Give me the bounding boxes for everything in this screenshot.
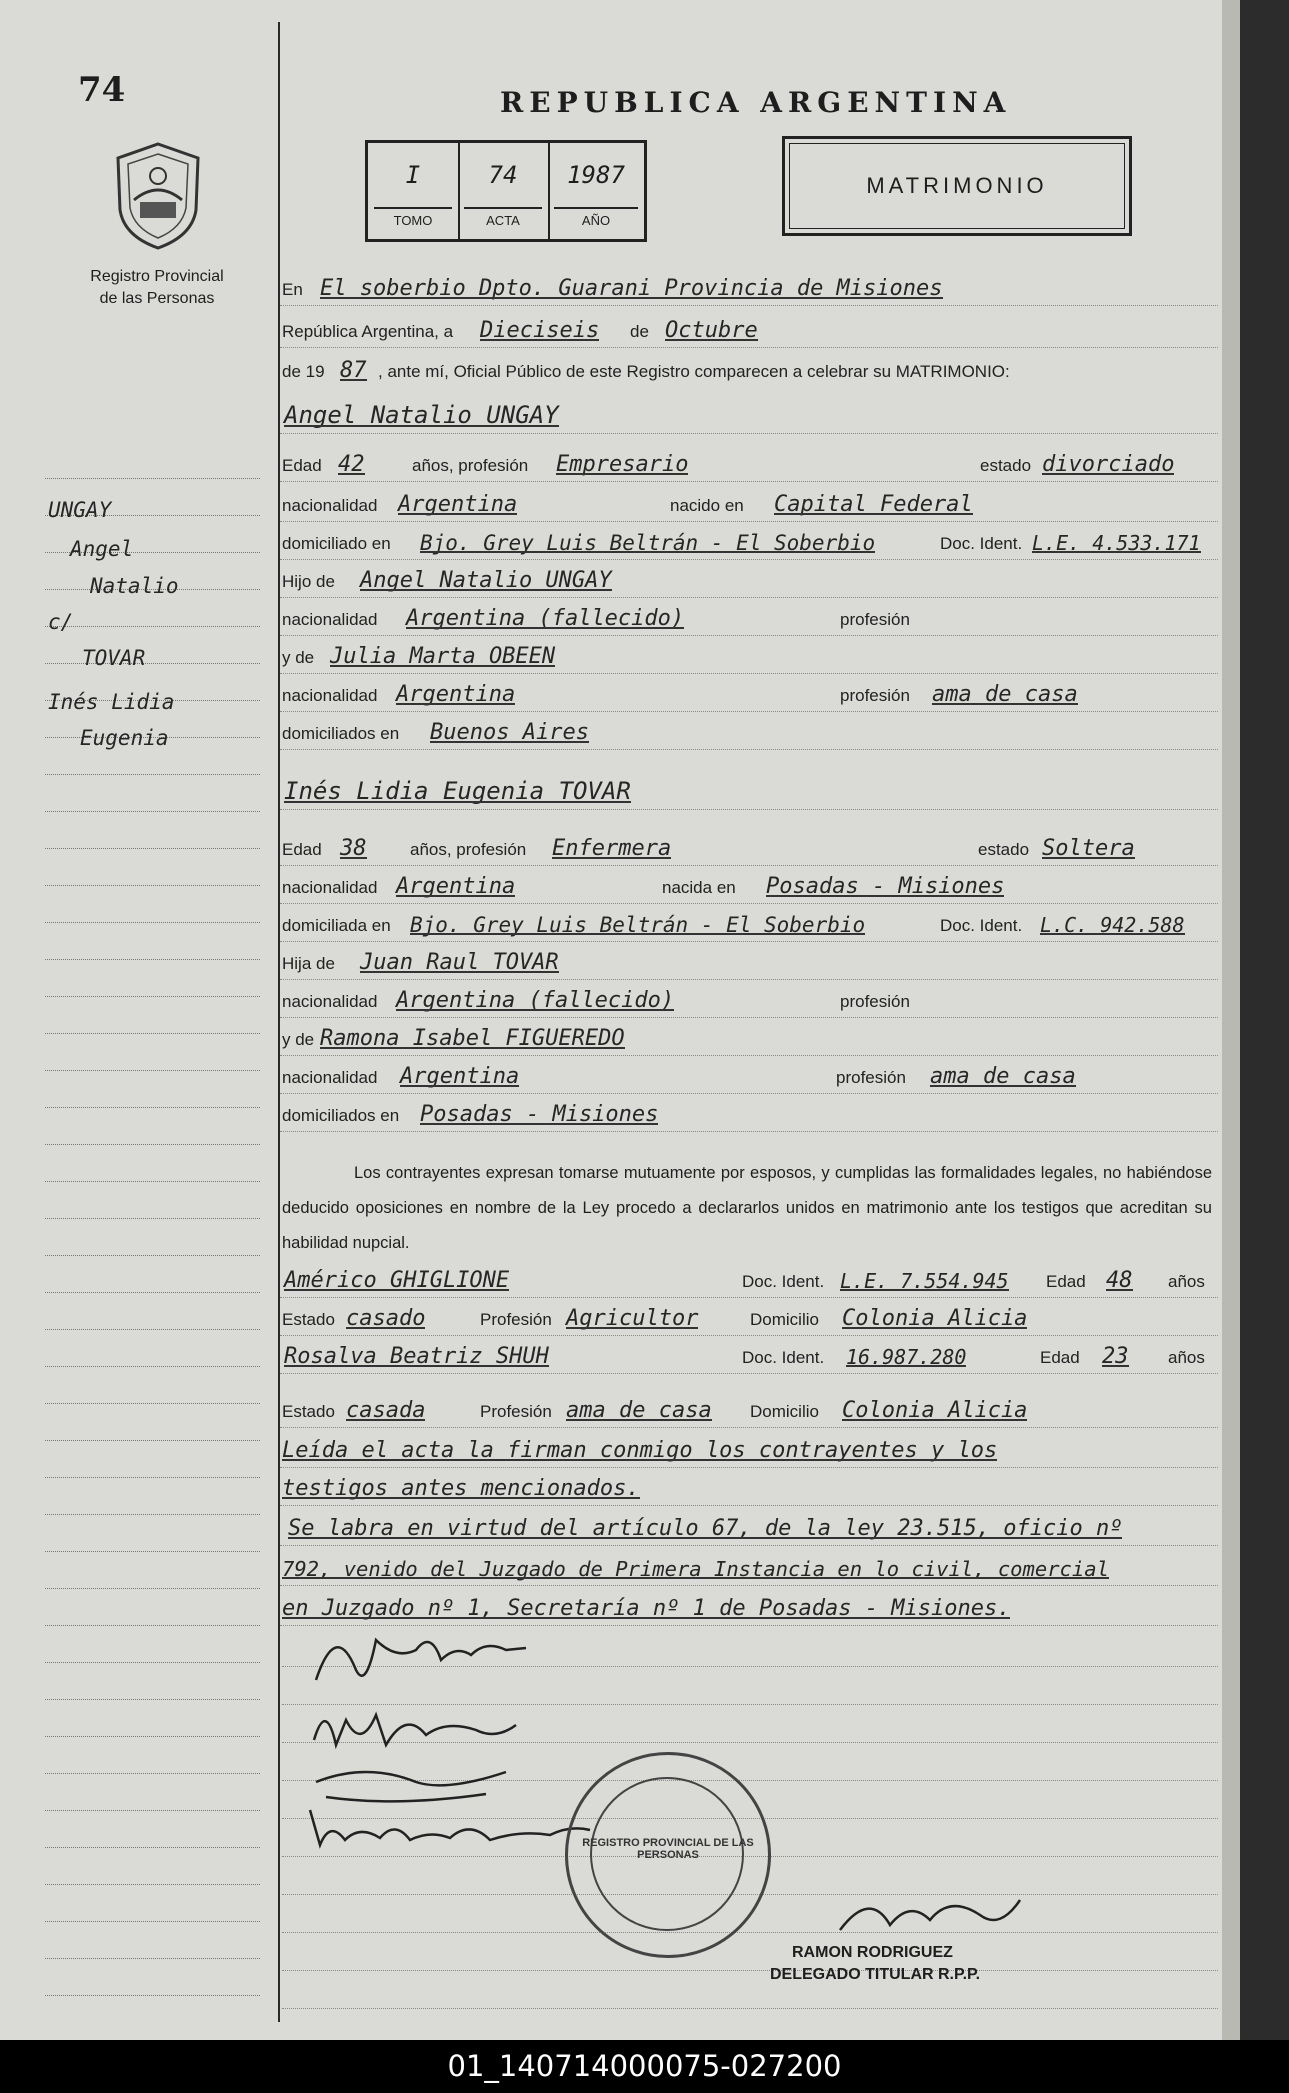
provincial-coat-of-arms-icon [110, 140, 206, 252]
note-line-2: testigos antes mencionados. [280, 1470, 1218, 1506]
margin-ruled-line [45, 959, 260, 960]
row-date: República Argentina, a Dieciseis de Octubre [280, 312, 1218, 348]
official-block [770, 1942, 980, 1986]
act-type-box: MATRIMONIO [782, 136, 1132, 236]
row-bride-age: Edad 38 años, profesión Enfermera estado Soltera [280, 830, 1218, 866]
declaration-text: Los contrayentes expresan tomarse mutuamente por esposos, y cumplidas las formalidades legales, no habiéndose deducido oposiciones en nombre de la Ley procedo a declararlos unidos en matrimonio ante los testigos que acreditan su habilidad nupcial. [282, 1164, 1212, 1252]
day-value: Dieciseis [480, 318, 600, 343]
row-groom-father-nat: nacionalidad Argentina (fallecido) profesión [280, 600, 1218, 636]
margin-ruled-line [45, 663, 260, 664]
margin-groom-first-name: Angel [70, 537, 134, 561]
margin-bride-middle-name: Eugenia [80, 726, 169, 750]
row-groom-mother: y de Julia Marta OBEEN [280, 638, 1218, 674]
row-groom-mother-nat: nacionalidad Argentina profesión ama de casa [280, 676, 1218, 712]
margin-ruled-line [45, 1366, 260, 1367]
witness2-signature [300, 1790, 600, 1860]
margin-ruled-line [45, 922, 260, 923]
row-year: de 19 87 , ante mí, Oficial Público de este Registro comparecen a celebrar su MATRIMONIO: [282, 358, 1010, 383]
bride-signature [306, 1690, 526, 1760]
row-bride-mother-nat: nacionalidad Argentina profesión ama de casa [280, 1058, 1218, 1094]
margin-ruled-line [45, 1107, 260, 1108]
official-title: DELEGADO TITULAR R.P.P. [770, 1966, 981, 1983]
acta-cell: 74 ACTA [458, 143, 550, 239]
margin-ruled-line [45, 996, 260, 997]
groom-name: Angel Natalio UNGAY [284, 401, 559, 429]
official-name: RAMON RODRIGUEZ [792, 1944, 953, 1961]
row-bride-nationality: nacionalidad Argentina nacida en Posadas - Misiones [280, 868, 1218, 904]
registry-label: Registro Provincial de las Personas [90, 268, 224, 307]
bride-name: Inés Lidia Eugenia TOVAR [284, 777, 631, 805]
margin-ruled-line [45, 811, 260, 812]
margin-ruled-line [45, 1588, 260, 1589]
row-groom-name [280, 398, 1218, 434]
margin-ruled-line [45, 774, 260, 775]
ruled-line [282, 2008, 1218, 2009]
page-number: 74 [78, 70, 126, 110]
row-place: En El soberbio Dpto. Guarani Provincia de Misiones [280, 270, 1218, 306]
margin-ruled-line [45, 1625, 260, 1626]
margin-ruled-line [45, 1662, 260, 1663]
margin-groom-surname: UNGAY [48, 498, 112, 522]
margin-ruled-line [45, 1218, 260, 1219]
margin-ruled-line [45, 848, 260, 849]
margin-ruled-line [45, 1181, 260, 1182]
row-bride-parents-address: domiciliados en Posadas - Misiones [280, 1096, 1218, 1132]
margin-ruled-line [45, 1292, 260, 1293]
month-value: Octubre [665, 318, 758, 343]
margin-groom-middle-name: Natalio [90, 574, 179, 598]
margin-ruled-line [45, 1810, 260, 1811]
margin-ruled-line [45, 478, 260, 479]
act-reference-box [365, 140, 647, 242]
margin-ruled-line [45, 1033, 260, 1034]
margin-ruled-line [45, 1995, 260, 1996]
margin-ruled-line [45, 1958, 260, 1959]
official-stamp: REGISTRO PROVINCIAL DE LAS PERSONAS [565, 1752, 771, 1958]
ruled-line [282, 1932, 1218, 1933]
row-groom-nationality: nacionalidad Argentina nacido en Capital Federal [280, 486, 1218, 522]
margin-ruled-line [45, 1736, 260, 1737]
margin-ruled-line [45, 1403, 260, 1404]
note-line-1: Leída el acta la firman conmigo los contrayentes y los [280, 1432, 1218, 1468]
row-groom-address: domiciliado en Bjo. Grey Luis Beltrán - El Soberbio Doc. Ident. L.E. 4.533.171 [280, 524, 1218, 560]
row-bride-name [280, 774, 1218, 810]
country-title: REPUBLICA ARGENTINA [500, 86, 1012, 119]
document-id-footer: 01_140714000075-027200 [0, 2040, 1289, 2093]
margin-ruled-line [45, 1329, 260, 1330]
row-bride-father: Hija de Juan Raul TOVAR [280, 944, 1218, 980]
row-witness2-details: Estado casada Profesión ama de casa Domicilio Colonia Alicia [280, 1392, 1218, 1428]
tomo-cell: I TOMO [368, 143, 460, 239]
note-line-3: Se labra en virtud del artículo 67, de la ley 23.515, oficio nº [280, 1510, 1218, 1546]
margin-con-separator: c/ [48, 610, 74, 634]
row-bride-mother: y de Ramona Isabel FIGUEREDO [280, 1020, 1218, 1056]
margin-ruled-line [45, 1070, 260, 1071]
official-signature [830, 1880, 1030, 1950]
row-witness1: Américo GHIGLIONE Doc. Ident. L.E. 7.554.945 Edad 48 años [280, 1262, 1218, 1298]
margin-ruled-line [45, 1477, 260, 1478]
year-value: 87 [340, 358, 367, 383]
margin-bride-first-name: Inés Lidia [48, 690, 175, 714]
margin-ruled-line [45, 1144, 260, 1145]
row-groom-age: Edad 42 años, profesión Empresario estado divorciado [280, 446, 1218, 482]
row-bride-address: domiciliada en Bjo. Grey Luis Beltrán - El Soberbio Doc. Ident. L.C. 942.588 [280, 906, 1218, 942]
row-witness1-details: Estado casado Profesión Agricultor Domicilio Colonia Alicia [280, 1300, 1218, 1336]
margin-ruled-line [45, 1773, 260, 1774]
margin-ruled-line [45, 1921, 260, 1922]
margin-ruled-line [45, 885, 260, 886]
margin-ruled-line [45, 1255, 260, 1256]
row-groom-parents-address: domiciliados en Buenos Aires [280, 714, 1218, 750]
margin-ruled-line [45, 1514, 260, 1515]
place-value: El soberbio Dpto. Guarani Provincia de Misiones [320, 276, 943, 301]
margin-ruled-line [45, 1847, 260, 1848]
margin-ruled-line [45, 1884, 260, 1885]
margin-ruled-line [45, 1551, 260, 1552]
row-bride-father-nat: nacionalidad Argentina (fallecido) profesión [280, 982, 1218, 1018]
margin-ruled-line [45, 1699, 260, 1700]
note-line-5: en Juzgado nº 1, Secretaría nº 1 de Posadas - Misiones. [280, 1590, 1218, 1626]
margin-bride-surname: TOVAR [82, 646, 146, 670]
margin-ruled-line [45, 1440, 260, 1441]
row-witness2: Rosalva Beatriz SHUH Doc. Ident. 16.987.280 Edad 23 años [280, 1338, 1218, 1374]
margin-ruled-line [45, 626, 260, 627]
note-line-4: 792, venido del Juzgado de Primera Instancia en lo civil, comercial [280, 1550, 1218, 1586]
ruled-line [282, 1970, 1218, 1971]
row-groom-father: Hijo de Angel Natalio UNGAY [280, 562, 1218, 598]
anio-cell: 1987 AÑO [548, 143, 644, 239]
